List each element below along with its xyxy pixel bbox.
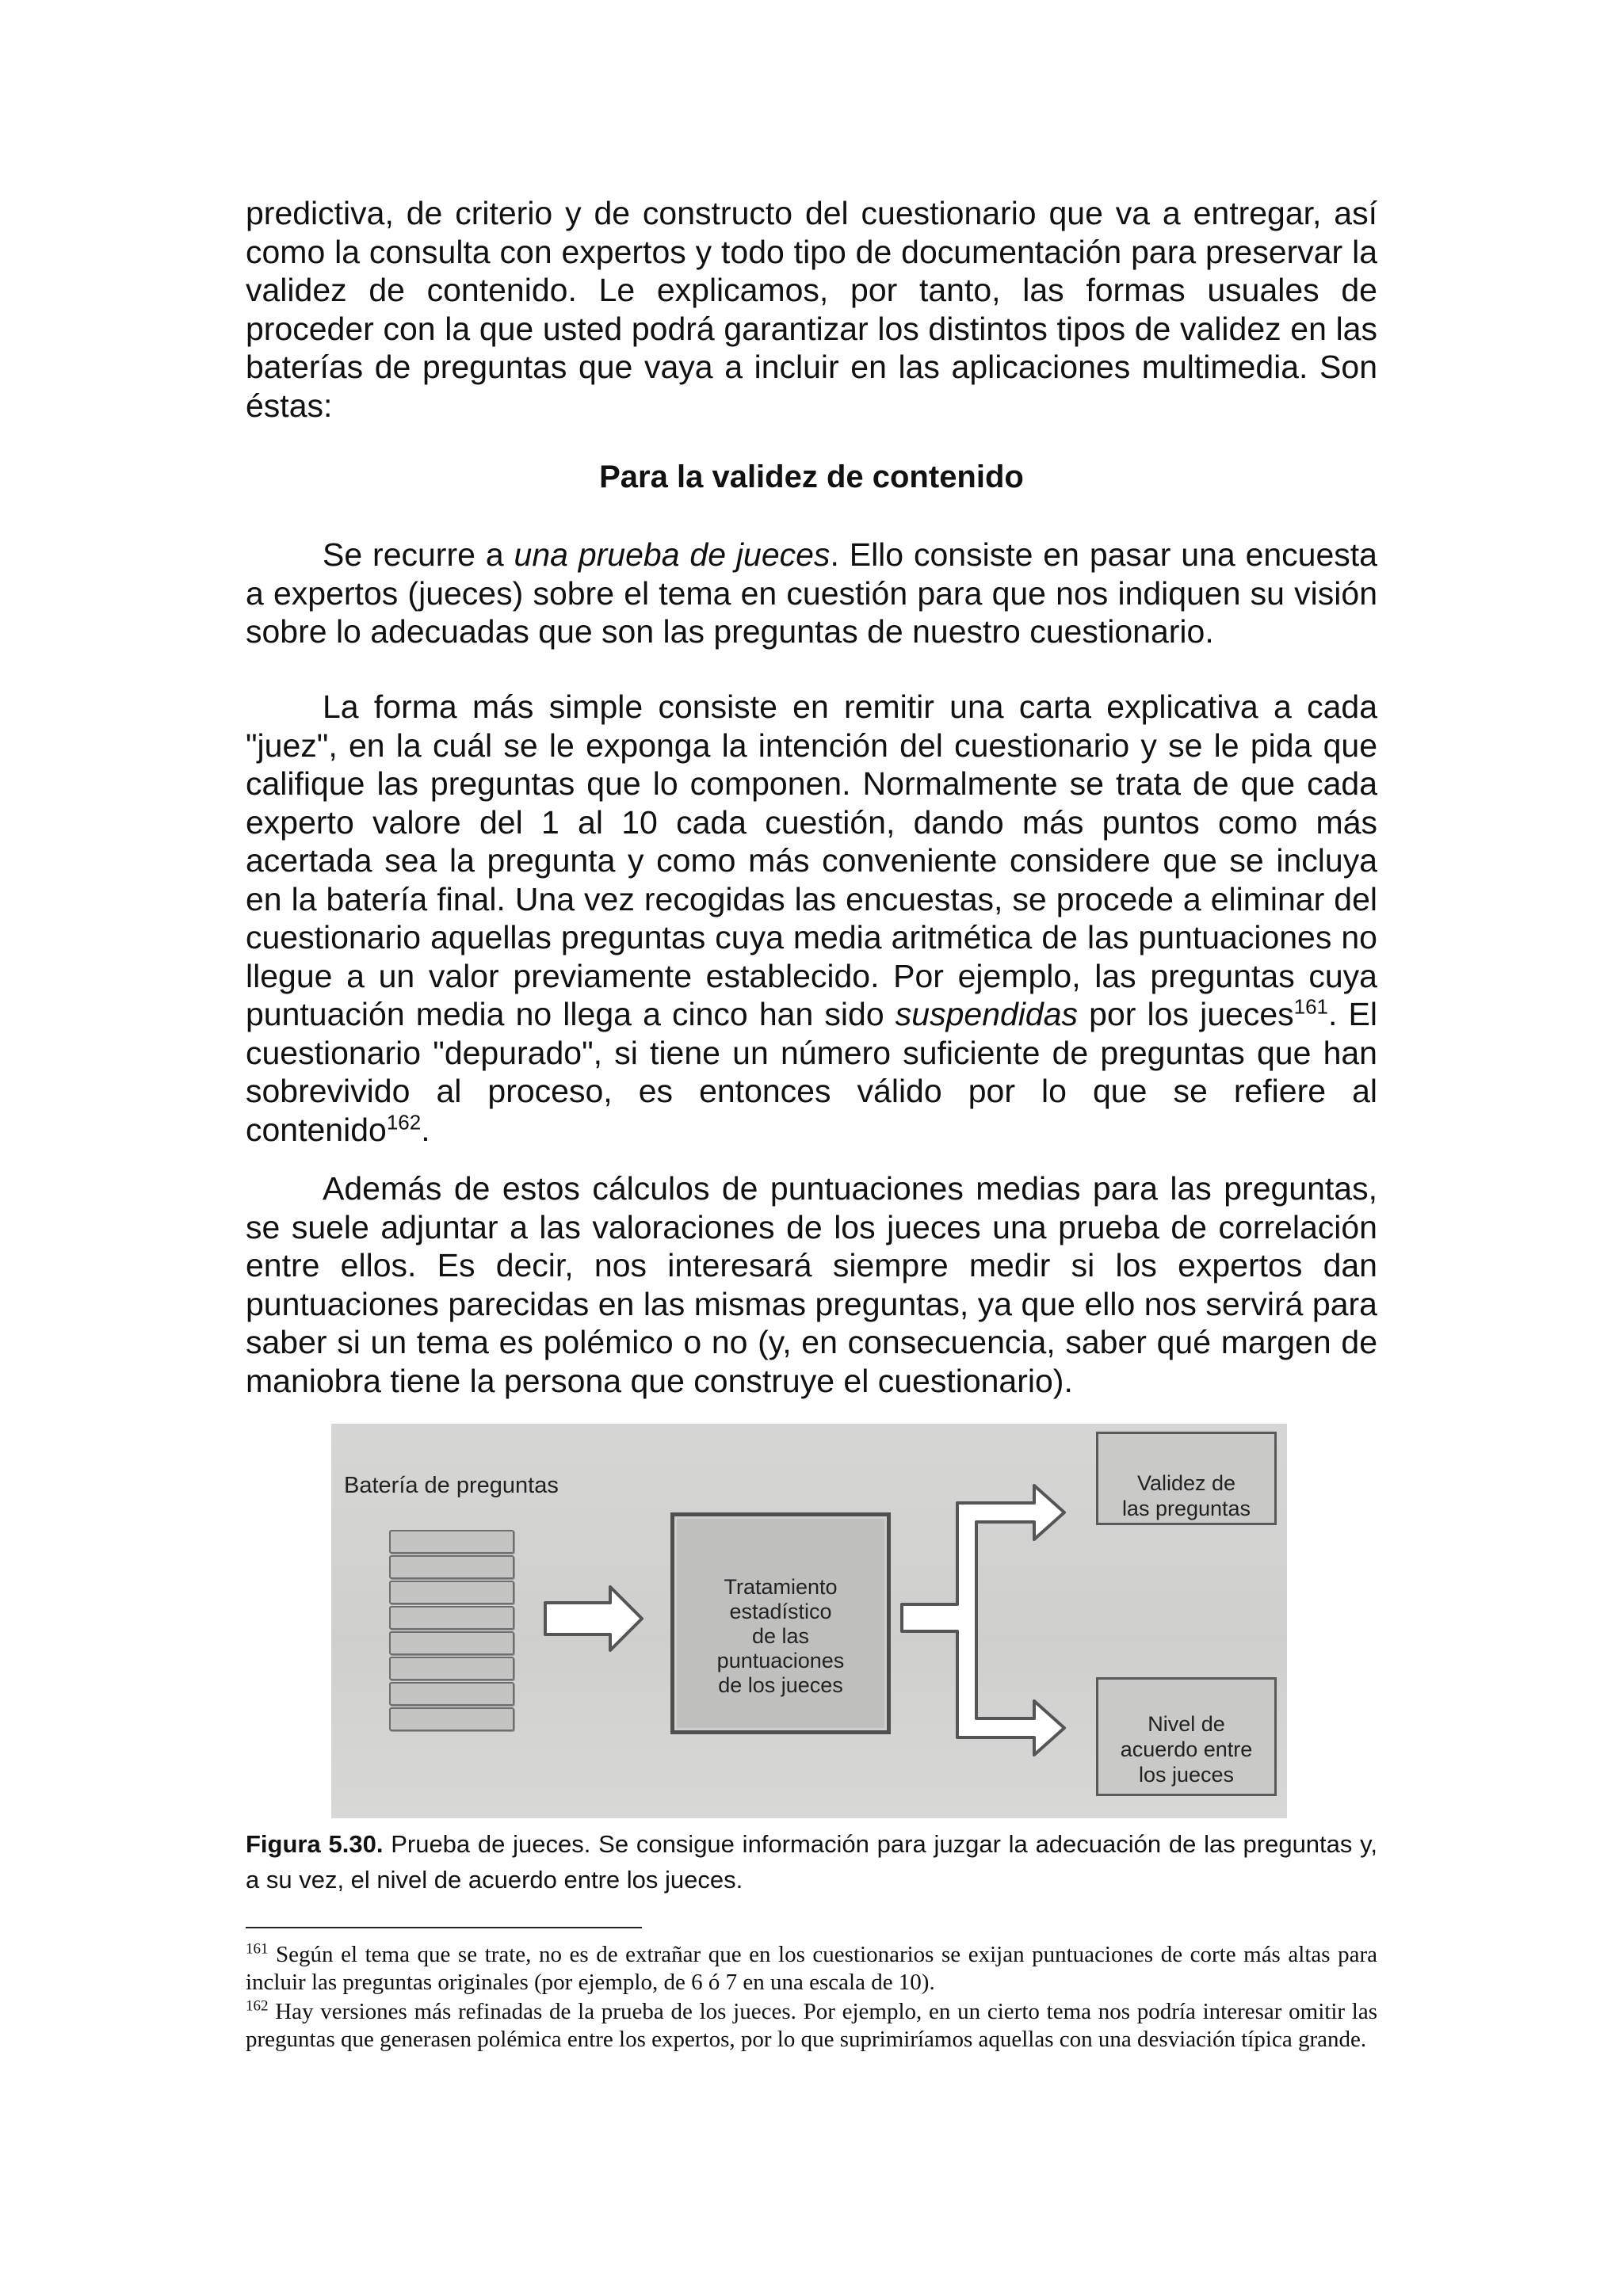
- figure-prueba-jueces: [331, 1424, 1287, 1818]
- footnote-ref-161: 161: [1293, 994, 1329, 1019]
- emphasis-prueba-jueces: una prueba de jueces: [514, 536, 831, 573]
- paragraph-prueba-jueces: Se recurre a una prueba de jueces. Ello consiste en pasar una encuesta a expertos (jueces) sobre el tema en cuestión para que nos indiquen su visión sobre lo adecuadas que son las preguntas de nuestro cuestionario.: [246, 536, 1377, 650]
- section-heading: Para la validez de contenido: [599, 460, 1024, 494]
- figure-caption: Figura 5.30. Prueba de jueces. Se consigue información para juzgar la adecuación de las preguntas y, a su vez, el nivel de acuerdo entre los jueces.: [246, 1830, 1377, 1894]
- footnote-separator: [246, 1927, 642, 1928]
- footnote-161: $^{161}$ Según el tema que se trate, no es de extrañar que en los cuestionarios se exijan puntuaciones de corte más altas para incluir las preguntas originales (por ejemplo, de 6 ó 7 en una escala de 10).: [246, 1940, 1377, 1995]
- emphasis-suspendidas: suspendidas: [895, 996, 1079, 1032]
- footnote-ref-162: 162: [386, 1109, 422, 1134]
- validity-output-box: Validez de las preguntas: [1096, 1432, 1277, 1525]
- figure-label-bateria: Batería de preguntas: [344, 1473, 559, 1498]
- agreement-output-box: Nivel de acuerdo entre los jueces: [1096, 1677, 1277, 1796]
- statistical-treatment-text: Tratamiento estadístico de las puntuaciones de los jueces: [716, 1575, 845, 1697]
- paragraph-correlacion: Además de estos cálculos de puntuaciones medias para las preguntas, se suele adjuntar a las valoraciones de los jueces una prueba de correlación entre ellos. Es decir, nos interesará siempre medir si los expertos dan puntuaciones parecidas en las mismas preguntas, ya que ello nos servirá para saber si un tema es polémico o no (y, en consecuencia, saber qué margen de maniobra tiene la persona que construye el cuestionario).: [246, 1170, 1377, 1399]
- statistical-treatment-box: [670, 1512, 891, 1734]
- branch-arrows-icon: [902, 1486, 1064, 1755]
- paragraph-intro: predictiva, de criterio y de constructo del cuestionario que va a entregar, así como la consulta con expertos y todo tipo de documentación para preservar la validez de contenido. Le explicamos, por tanto, las formas usuales de proceder con la que usted podrá garantizar los distintos tipos de validez en las baterías de preguntas que vaya a incluir en las aplicaciones multimedia. Son éstas:: [246, 195, 1377, 424]
- arrow-to-center-icon: [545, 1587, 642, 1650]
- caption-label: Figura 5.30.: [246, 1830, 384, 1858]
- footnote-162: $^{162}$ Hay versiones más refinadas de la prueba de los jueces. Por ejemplo, en un cierto tema nos podría interesar omitir las preguntas que generasen polémica entre los expertos, por lo que suprimiríamos aquellas con una desviación típica grande.: [246, 1997, 1377, 2052]
- paragraph-forma-simple: La forma más simple consiste en remitir una carta explicativa a cada "juez", en la cuál se le exponga la intención del cuestionario y se le pida que califique las preguntas que lo componen. Normalmente se trata de que cada experto valore del 1 al 10 cada cuestión, dando más puntos como más acertada sea la pregunta y como más conveniente considere que se incluya en la batería final. Una vez recogidas las encuestas, se procede a eliminar del cuestionario aquellas preguntas cuya media aritmética de las puntuaciones no llegue a un valor previamente establecido. Por ejemplo, las preguntas cuya puntuación media no llega a cinco han sido suspendidas por los jueces$^{161}$. El cuestionario "depurado", si tiene un número suficiente de preguntas que han sobrevivido al proceso, es entonces válido por lo que se refiere al contenido$^{162}$.: [246, 688, 1378, 1148]
